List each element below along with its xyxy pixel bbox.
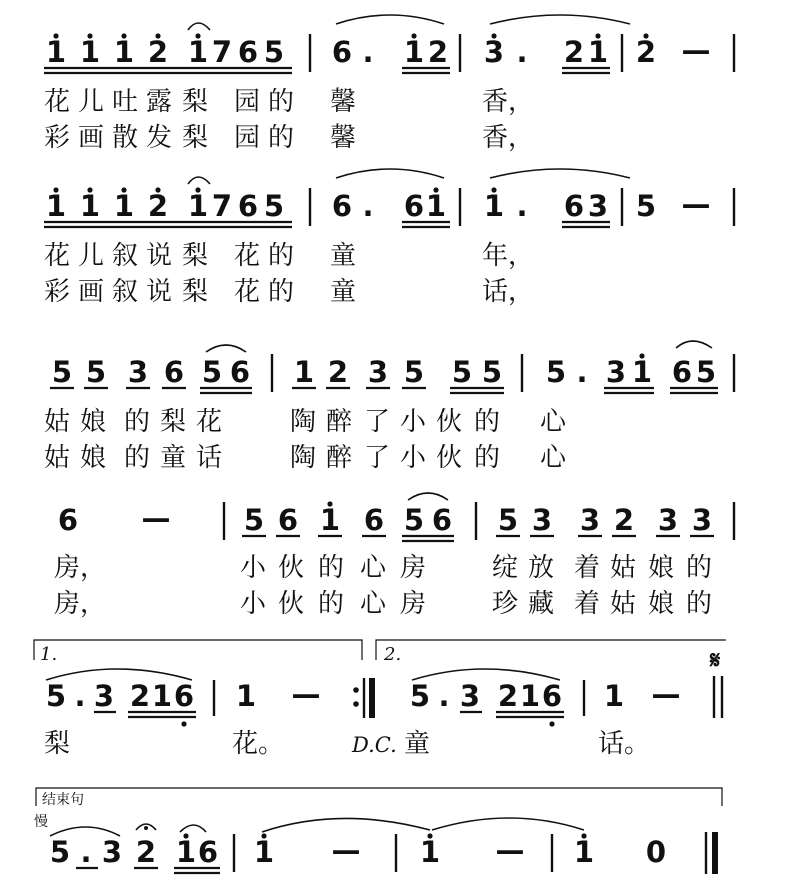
- note: .: [362, 35, 374, 69]
- dash: —: [495, 833, 525, 867]
- lyric: 的: [124, 407, 151, 437]
- note: 5: [635, 189, 657, 223]
- volta-2-label: 2.: [384, 644, 402, 665]
- lyric: 伙: [278, 553, 305, 583]
- lyric: 小: [240, 553, 267, 583]
- note: 6: [57, 503, 79, 537]
- note: 1: [235, 679, 257, 713]
- system-4-slurs: [408, 493, 448, 500]
- lyric: 馨: [330, 123, 357, 153]
- system-4-notes: [58, 501, 712, 537]
- note: 1: [419, 835, 441, 869]
- note: 2: [129, 679, 151, 713]
- lyric: 房: [400, 589, 427, 619]
- lyric: 伙: [436, 407, 463, 437]
- note: 6: [163, 355, 185, 389]
- note: 5: [481, 355, 503, 389]
- dash: —: [651, 677, 681, 711]
- volta-1-label: 1.: [40, 644, 58, 665]
- lyric: 香，: [482, 87, 535, 117]
- lyric: 伙: [436, 443, 463, 473]
- tempo-marking: 慢: [34, 814, 48, 830]
- system-6-notes: [50, 833, 666, 869]
- note: .: [362, 189, 374, 223]
- system-6-bars: [234, 832, 715, 874]
- note: 3: [691, 503, 713, 537]
- note: 2: [613, 503, 635, 537]
- lyric: 绽: [492, 553, 519, 583]
- note: 3: [367, 355, 389, 389]
- lyric: 叙: [112, 277, 139, 307]
- note: 2: [327, 355, 349, 389]
- dash: —: [141, 501, 171, 535]
- lyric: 画: [78, 123, 105, 153]
- note: 6: [277, 503, 299, 537]
- system-2-slurs: [188, 169, 630, 184]
- lyric: 的: [124, 443, 151, 473]
- note: 5: [451, 355, 473, 389]
- lyric: 心: [360, 553, 387, 583]
- lyric: 心: [540, 407, 567, 437]
- note: 6: [671, 355, 693, 389]
- lyric: 花: [44, 241, 71, 271]
- system-4: [54, 493, 734, 619]
- note: 5: [49, 835, 71, 869]
- lyric: 年，: [482, 241, 535, 271]
- system-1-lyrics: [44, 87, 534, 153]
- note: 5: [409, 679, 431, 713]
- note: 1: [45, 189, 67, 223]
- lyric: 童: [404, 729, 431, 759]
- lyric: 梨: [160, 407, 187, 437]
- note: 5: [45, 679, 67, 713]
- note: 7: [211, 35, 233, 69]
- lyric: 娘: [80, 407, 107, 437]
- lyric: 童: [330, 241, 357, 271]
- lyric: 梨: [182, 123, 209, 153]
- note: .: [516, 35, 528, 69]
- note: 3: [587, 189, 609, 223]
- note: 6: [229, 355, 251, 389]
- note: 6: [541, 679, 563, 713]
- lyric: 花。: [232, 729, 285, 759]
- lyric: 心: [360, 589, 387, 619]
- system-2-lyrics: [44, 241, 534, 307]
- system-3-lyrics: [44, 407, 567, 473]
- lyric: 的: [686, 589, 713, 619]
- note: 5: [201, 355, 223, 389]
- system-2-notes: [46, 187, 711, 223]
- lyric: 说: [146, 277, 173, 307]
- note: 2: [135, 835, 157, 869]
- lyric: 姑: [610, 589, 637, 619]
- note: 5: [263, 189, 285, 223]
- system-1-slurs: [188, 15, 630, 30]
- volta-brackets: [34, 640, 726, 674]
- note: .: [516, 189, 528, 223]
- lyric: 花: [234, 241, 261, 271]
- note: 1: [187, 189, 209, 223]
- note: 6: [331, 189, 353, 223]
- lyric: 叙: [112, 241, 139, 271]
- lyric: 散: [112, 123, 139, 153]
- dc-marking: D.C.: [352, 733, 397, 757]
- note: 3: [579, 503, 601, 537]
- note: 3: [93, 679, 115, 713]
- lyric: 娘: [648, 553, 675, 583]
- lyric: 露: [146, 87, 173, 117]
- lyric: 陶: [290, 407, 317, 437]
- ending-bracket: [36, 788, 722, 806]
- lyric: 娘: [80, 443, 107, 473]
- lyric: 放: [528, 553, 555, 583]
- system-4-underlines: [242, 536, 714, 541]
- lyric: 梨: [182, 277, 209, 307]
- lyric: 话，: [482, 277, 535, 307]
- note: 5: [263, 35, 285, 69]
- lyric: 馨: [330, 87, 357, 117]
- system-5-underlines: [94, 712, 564, 717]
- system-3-notes: [52, 353, 716, 389]
- system-2: [44, 169, 734, 307]
- lyric: 梨: [182, 87, 209, 117]
- note: 6: [331, 35, 353, 69]
- note: 1: [187, 35, 209, 69]
- lyric: 园: [234, 87, 261, 117]
- note: 6: [363, 503, 385, 537]
- fermatas: [136, 824, 156, 830]
- lyric: 花: [44, 87, 71, 117]
- lyric: 儿: [78, 87, 105, 117]
- lyric: 的: [268, 87, 295, 117]
- lyric: 说: [146, 241, 173, 271]
- system-1: [44, 15, 734, 153]
- note: 5: [545, 355, 567, 389]
- lyric: 的: [268, 123, 295, 153]
- note: 1: [603, 679, 625, 713]
- segno-icon: 𝄋: [710, 645, 721, 674]
- lyric: 醉: [326, 407, 353, 437]
- lyric: 姑: [44, 443, 71, 473]
- lyric: 姑: [610, 553, 637, 583]
- note: 3: [127, 355, 149, 389]
- note: 1: [113, 35, 135, 69]
- note: 6: [173, 679, 195, 713]
- lyric: 发: [146, 123, 173, 153]
- note: 5: [403, 355, 425, 389]
- lyric: 的: [686, 553, 713, 583]
- lyric: 小: [240, 589, 267, 619]
- lyric: 彩: [44, 277, 71, 307]
- lyric: 伙: [278, 589, 305, 619]
- note: 2: [427, 35, 449, 69]
- note: 1: [319, 503, 341, 537]
- note: 1: [425, 189, 447, 223]
- lyric: 的: [474, 407, 501, 437]
- note: .: [576, 355, 588, 389]
- note: 3: [101, 835, 123, 869]
- lyric: 姑: [44, 407, 71, 437]
- lyric: 心: [540, 443, 567, 473]
- note: 1: [45, 35, 67, 69]
- note: 6: [237, 35, 259, 69]
- lyric: 房: [400, 553, 427, 583]
- note: 6: [197, 835, 219, 869]
- note: 6: [563, 189, 585, 223]
- lyric: 藏: [528, 589, 555, 619]
- system-5: [34, 640, 726, 759]
- dash: —: [291, 677, 321, 711]
- note: 3: [531, 503, 553, 537]
- note: 0: [645, 835, 667, 869]
- note: 5: [497, 503, 519, 537]
- system-3-slurs: [206, 341, 712, 352]
- note: 5: [243, 503, 265, 537]
- note: 1: [519, 679, 541, 713]
- note: 1: [631, 355, 653, 389]
- note: 2: [563, 35, 585, 69]
- note: 1: [113, 189, 135, 223]
- lyric: 娘: [648, 589, 675, 619]
- note: 1: [293, 355, 315, 389]
- lyric: 房，: [54, 589, 107, 619]
- lyric: 童: [330, 277, 357, 307]
- lyric: 醉: [326, 443, 353, 473]
- system-6-underlines: [76, 868, 220, 873]
- note: 7: [211, 189, 233, 223]
- note: .: [438, 679, 450, 713]
- lyric: 梨: [44, 729, 71, 759]
- lyric: 珍: [492, 589, 519, 619]
- lyric: 花: [196, 407, 223, 437]
- note: 6: [403, 189, 425, 223]
- note: 5: [85, 355, 107, 389]
- lyric: 小: [400, 443, 427, 473]
- lyric: 房，: [54, 553, 107, 583]
- lyric: 花: [234, 277, 261, 307]
- note: 2: [147, 189, 169, 223]
- note: 1: [483, 189, 505, 223]
- system-3-underlines: [50, 388, 718, 393]
- lyric: 着: [574, 553, 601, 583]
- lyric: 的: [268, 241, 295, 271]
- note: 5: [51, 355, 73, 389]
- lyric: 的: [268, 277, 295, 307]
- system-1-notes: [46, 33, 711, 69]
- note: 1: [175, 835, 197, 869]
- lyric: 话: [196, 443, 223, 473]
- note: 1: [587, 35, 609, 69]
- lyric: 陶: [290, 443, 317, 473]
- lyric: 了: [364, 443, 391, 473]
- dash: —: [681, 187, 711, 221]
- lyric: 的: [318, 553, 345, 583]
- note: 1: [253, 835, 275, 869]
- lyric: 的: [474, 443, 501, 473]
- lyric: 话。: [598, 729, 651, 759]
- lyric: 画: [78, 277, 105, 307]
- lyric: 吐: [112, 87, 139, 117]
- note: .: [80, 835, 92, 869]
- system-6: [34, 788, 722, 874]
- note: 3: [657, 503, 679, 537]
- lyric: 着: [574, 589, 601, 619]
- ending-label: 结束句: [42, 792, 84, 808]
- note: 5: [403, 503, 425, 537]
- note: 2: [635, 35, 657, 69]
- system-5-lyrics: [44, 729, 650, 759]
- lyric: 了: [364, 407, 391, 437]
- lyric: 园: [234, 123, 261, 153]
- lyric: 儿: [78, 241, 105, 271]
- note: 2: [497, 679, 519, 713]
- lyric: 小: [400, 407, 427, 437]
- lyric: 香，: [482, 123, 535, 153]
- lyric: 童: [160, 443, 187, 473]
- lyric: 梨: [182, 241, 209, 271]
- dash: —: [331, 833, 361, 867]
- note: 1: [151, 679, 173, 713]
- note: 1: [79, 35, 101, 69]
- note: 2: [147, 35, 169, 69]
- note: 6: [237, 189, 259, 223]
- note: 1: [403, 35, 425, 69]
- note: 3: [459, 679, 481, 713]
- note: 6: [431, 503, 453, 537]
- system-4-lyrics: [54, 553, 712, 619]
- note: 3: [605, 355, 627, 389]
- dash: —: [681, 33, 711, 67]
- lyric: 彩: [44, 123, 71, 153]
- note: 3: [483, 35, 505, 69]
- lyric: 的: [318, 589, 345, 619]
- note: .: [74, 679, 86, 713]
- note: 5: [695, 355, 717, 389]
- note: 1: [573, 835, 595, 869]
- system-3: [44, 341, 734, 473]
- note: 1: [79, 189, 101, 223]
